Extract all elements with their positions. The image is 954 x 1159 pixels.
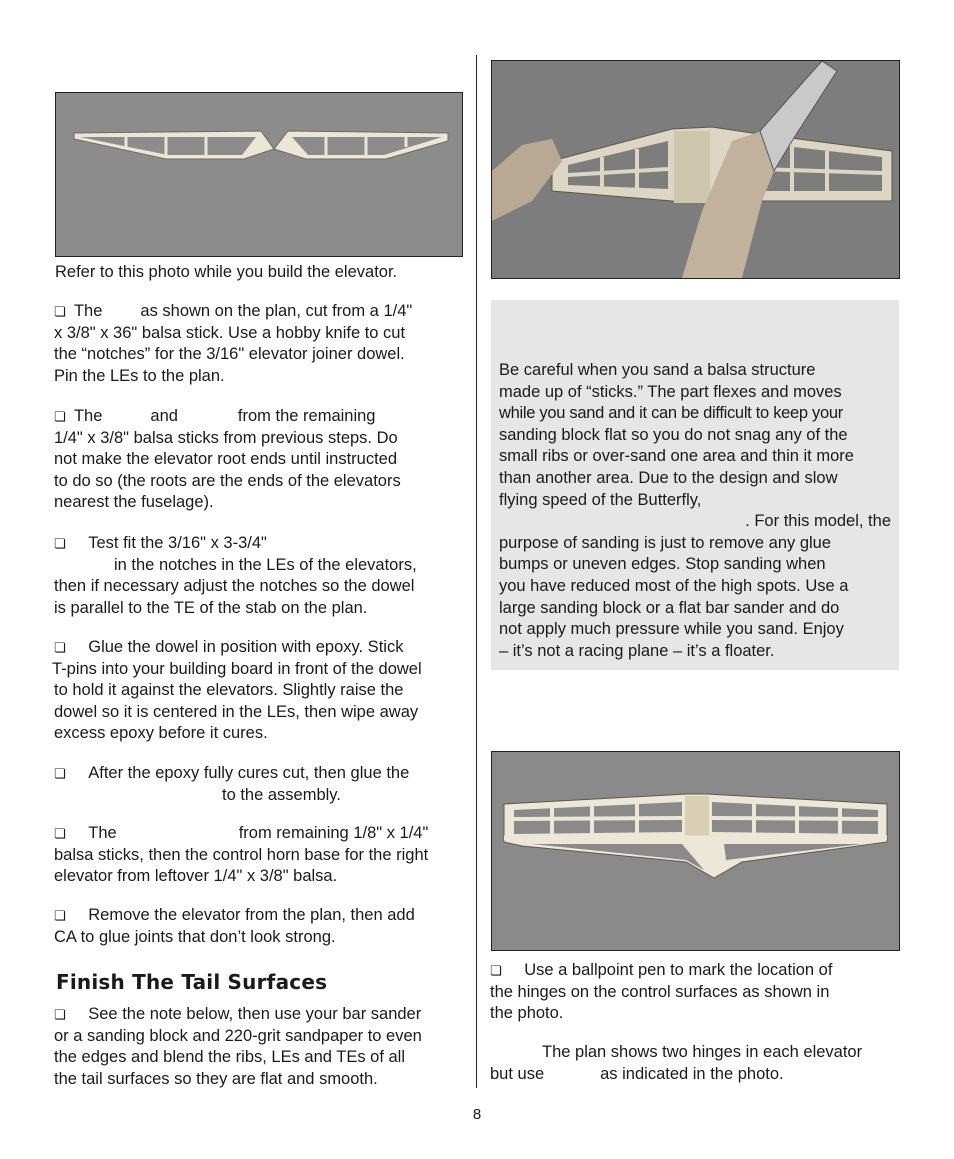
page-number: 8 bbox=[472, 1106, 482, 1123]
finished-elevator-illustration bbox=[492, 752, 899, 950]
elevator-frame-photo bbox=[55, 92, 463, 257]
checkbox-icon[interactable]: ❏ bbox=[54, 826, 66, 841]
sanding-hands-illustration bbox=[492, 61, 899, 278]
elevator-frame-illustration bbox=[56, 93, 462, 256]
checkbox-icon[interactable]: ❏ bbox=[54, 766, 66, 781]
checkbox-icon[interactable]: ❏ bbox=[490, 963, 502, 978]
finished-elevator-photo bbox=[491, 751, 900, 951]
checkbox-icon[interactable]: ❏ bbox=[54, 536, 66, 551]
checkbox-icon[interactable]: ❏ bbox=[54, 304, 66, 319]
step-sand-tail: ❏ See the note below, then use your bar sander or a sanding block and 220-grit sandpaper to even the edges and blend the ribs, LEs and TEs of all the tail surfaces so they are flat and smooth. bbox=[54, 1005, 422, 1088]
step-make-trailing-edges: ❏ The and from the remaining 1/4" x 3/8" balsa sticks from previous steps. Do not make the elevator root ends until instructed to do so (the roots are the ends of the elevators nearest the fuselage). bbox=[54, 407, 401, 512]
checkbox-icon[interactable]: ❏ bbox=[54, 1007, 66, 1022]
section-heading: Finish The Tail Surfaces bbox=[56, 970, 328, 994]
column-divider bbox=[476, 55, 477, 1088]
elevator-photo-caption: Refer to this photo while you build the elevator. bbox=[55, 263, 398, 281]
step-glue-after-cure: ❏ After the epoxy fully cures cut, then glue the to the assembly. bbox=[54, 764, 410, 804]
step-mark-hinges: ❏ Use a ballpoint pen to mark the location of the hinges on the control surfaces as shown in the photo. bbox=[490, 961, 833, 1023]
checkbox-icon[interactable]: ❏ bbox=[54, 409, 66, 424]
sanding-note-box: Be careful when you sand a balsa structure made up of “sticks.” The part flexes and moves while you sand and it can be difficult to keep your sanding block flat so you do not snag any of the small ribs or over-sand one area and thin it more than another area. Due to the design and slow flying speed of the Butterfly, . For this model, the purpose of sanding is just to remove any glue bumps or uneven edges. Stop sanding when you have reduced most of the high spots. Use a large sanding block or a flat bar sander and do not apply much pressure while you sand. Enjoy – it’s not a racing plane – it’s a floater. bbox=[491, 300, 899, 670]
step-cut-leading-edges: ❏ The as shown on the plan, cut from a 1/4" x 3/8" x 36" balsa stick. Use a hobby knife to cut the “notches” for the 3/16" elevator joiner dowel. Pin the LEs to the plan. bbox=[54, 302, 413, 385]
step-test-fit-dowel: ❏ Test fit the 3/16" x 3-3/4" in the notches in the LEs of the elevators, then if necessary adjust the notches so the dowel is parallel to the TE of the stab on the plan. bbox=[54, 534, 417, 617]
checkbox-icon[interactable]: ❏ bbox=[54, 640, 66, 655]
step-control-horn: ❏ The from remaining 1/8" x 1/4" balsa sticks, then the control horn base for the right elevator from leftover 1/4" x 3/8" balsa. bbox=[54, 824, 429, 886]
hinge-note: The plan shows two hinges in each elevator but use as indicated in the photo. bbox=[490, 1043, 863, 1083]
step-remove-elevator: ❏ Remove the elevator from the plan, then add CA to glue joints that don’t look strong. bbox=[54, 906, 415, 946]
sanding-hands-photo bbox=[491, 60, 900, 279]
step-glue-dowel: ❏ Glue the dowel in position with epoxy. Stick T-pins into your building board in front of the dowel to hold it against the elevators. Slightly raise the dowel so it is centered in the LEs, then wipe away excess epoxy before it cures. bbox=[52, 638, 422, 743]
checkbox-icon[interactable]: ❏ bbox=[54, 908, 66, 923]
